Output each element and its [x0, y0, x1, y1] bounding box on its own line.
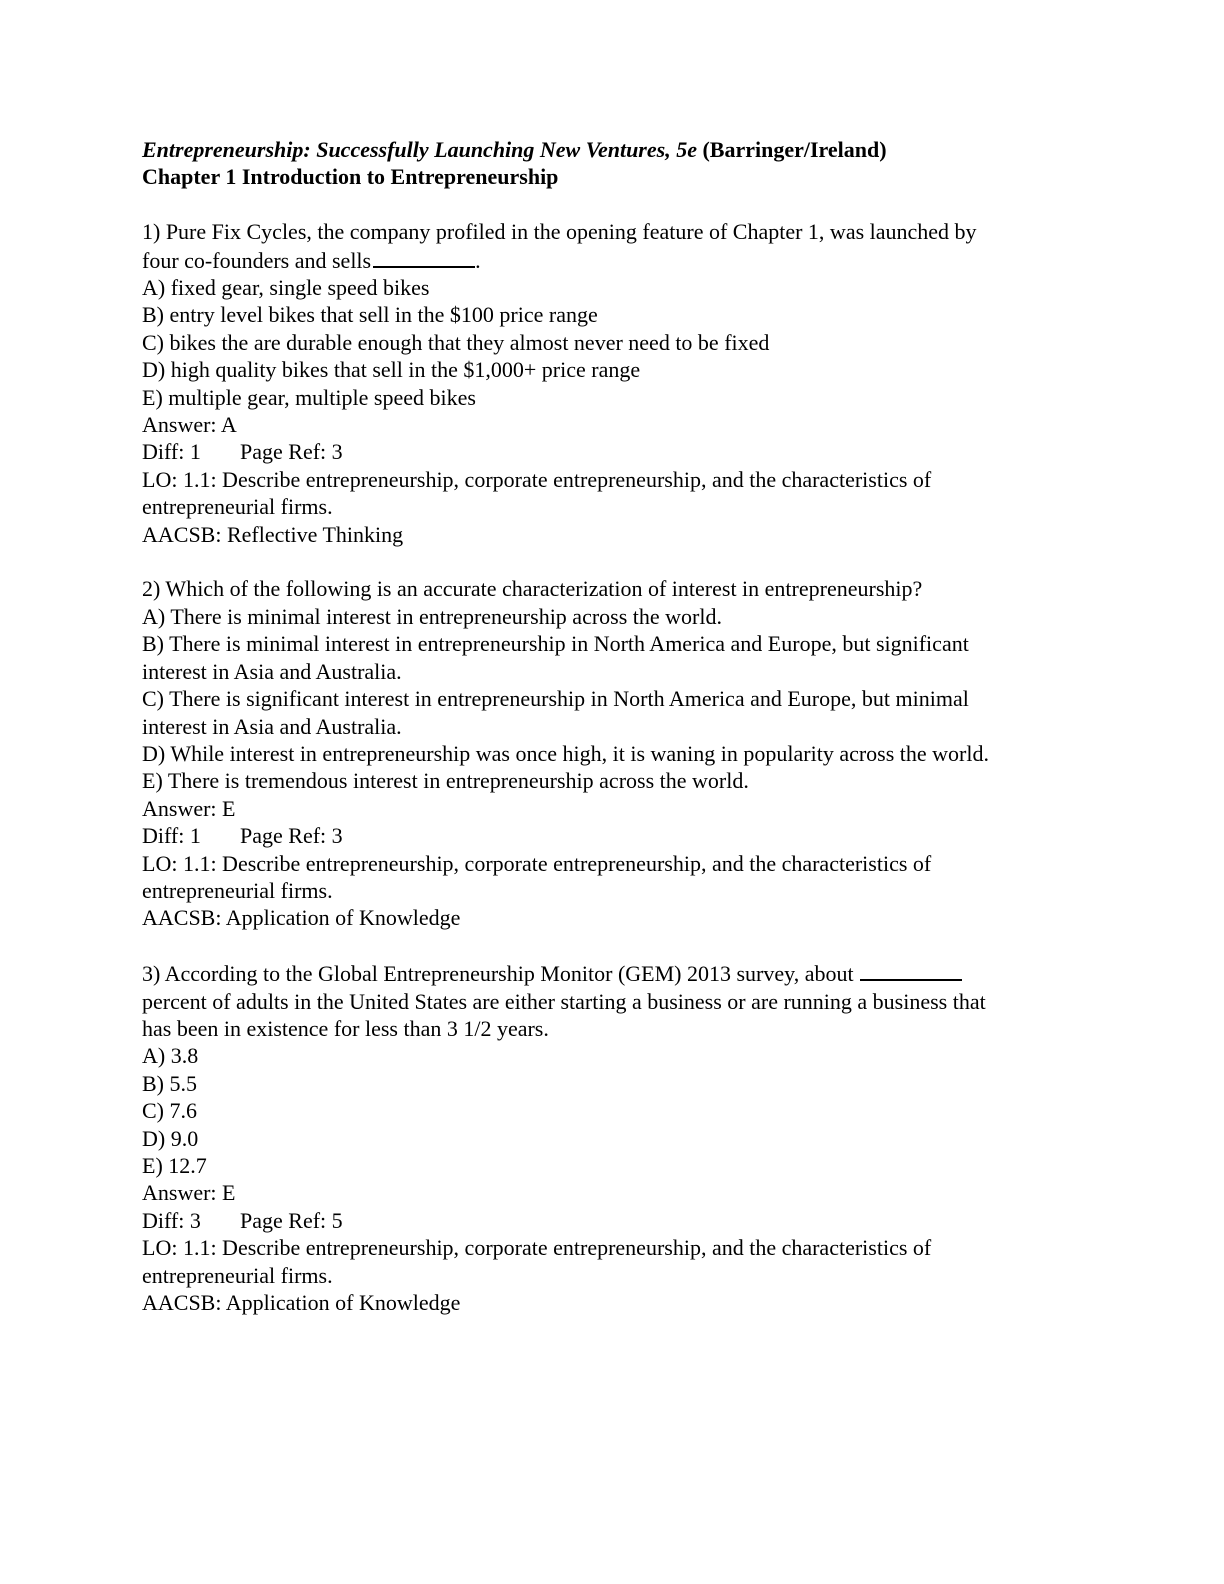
question-1: [142, 218, 1082, 548]
stem-text: four co-founders and sells: [142, 247, 372, 273]
option-b: B) There is minimal interest in entrepreneurship in North America and Europe, but significant: [142, 631, 969, 657]
question-stem-continued: has been in existence for less than 3 1/2 years.: [142, 1015, 549, 1041]
stem-punctuation: .: [475, 247, 481, 273]
answer: Answer: A: [142, 412, 237, 438]
learning-objective-continued: entrepreneurial firms.: [142, 1262, 333, 1288]
learning-objective: LO: 1.1: Describe entrepreneurship, corporate entrepreneurship, and the characteristics of: [142, 466, 932, 492]
question-stem-continued: percent of adults in the United States are either starting a business or are running a business that: [142, 988, 986, 1014]
question-stem-continued: [142, 246, 1082, 274]
learning-objective: LO: 1.1: Describe entrepreneurship, corporate entrepreneurship, and the characteristics of: [142, 1235, 932, 1261]
answer-blank: [860, 959, 962, 981]
page-ref: Page Ref: 5: [240, 1207, 343, 1233]
aacsb: AACSB: Reflective Thinking: [142, 521, 404, 547]
option-b: B) entry level bikes that sell in the $100 price range: [142, 302, 598, 328]
option-a: A) fixed gear, single speed bikes: [142, 275, 430, 301]
difficulty: Diff: 1: [142, 439, 201, 465]
difficulty: Diff: 1: [142, 823, 201, 849]
question-3: [142, 959, 1082, 1316]
question-stem: 2) Which of the following is an accurate characterization of interest in entrepreneurship?: [142, 576, 923, 602]
answer: Answer: E: [142, 1180, 236, 1206]
question-stem: [142, 959, 1082, 987]
stem-text: 3) According to the Global Entrepreneurship Monitor (GEM) 2013 survey, about: [142, 961, 854, 987]
document-page: [142, 136, 1082, 1316]
difficulty-page-ref: [142, 1207, 1082, 1234]
question-stem: 1) Pure Fix Cycles, the company profiled in the opening feature of Chapter 1, was launched by: [142, 219, 977, 245]
book-title-line: [142, 136, 1082, 163]
learning-objective: LO: 1.1: Describe entrepreneurship, corporate entrepreneurship, and the characteristics of: [142, 850, 932, 876]
learning-objective-continued: entrepreneurial firms.: [142, 494, 333, 520]
difficulty-page-ref: [142, 438, 1082, 465]
difficulty: Diff: 3: [142, 1207, 201, 1233]
option-a: A) 3.8: [142, 1043, 199, 1069]
option-d: D) high quality bikes that sell in the $1,000+ price range: [142, 357, 641, 383]
document-header: [142, 136, 1082, 191]
difficulty-page-ref: [142, 822, 1082, 849]
option-d: D) While interest in entrepreneurship was once high, it is waning in popularity across the world.: [142, 740, 989, 766]
answer-blank: [373, 246, 475, 268]
book-authors: (Barringer/Ireland): [702, 137, 887, 162]
option-c-continued: interest in Asia and Australia.: [142, 713, 402, 739]
aacsb: AACSB: Application of Knowledge: [142, 1290, 461, 1316]
page-ref: Page Ref: 3: [240, 439, 343, 465]
option-a: A) There is minimal interest in entrepreneurship across the world.: [142, 603, 722, 629]
chapter-title: Chapter 1 Introduction to Entrepreneurship: [142, 164, 559, 190]
option-d: D) 9.0: [142, 1125, 199, 1151]
option-e: E) 12.7: [142, 1152, 207, 1178]
answer: Answer: E: [142, 795, 236, 821]
option-b-continued: interest in Asia and Australia.: [142, 658, 402, 684]
option-c: C) 7.6: [142, 1098, 197, 1124]
option-b: B) 5.5: [142, 1070, 197, 1096]
option-e: E) multiple gear, multiple speed bikes: [142, 384, 476, 410]
question-2: [142, 575, 1082, 931]
book-title: Entrepreneurship: Successfully Launching New Ventures, 5e: [142, 137, 697, 162]
page-ref: Page Ref: 3: [240, 823, 343, 849]
option-c: C) There is significant interest in entrepreneurship in North America and Europe, but minimal: [142, 686, 969, 712]
aacsb: AACSB: Application of Knowledge: [142, 905, 461, 931]
option-e: E) There is tremendous interest in entrepreneurship across the world.: [142, 768, 749, 794]
learning-objective-continued: entrepreneurial firms.: [142, 877, 333, 903]
option-c: C) bikes the are durable enough that they almost never need to be fixed: [142, 329, 770, 355]
